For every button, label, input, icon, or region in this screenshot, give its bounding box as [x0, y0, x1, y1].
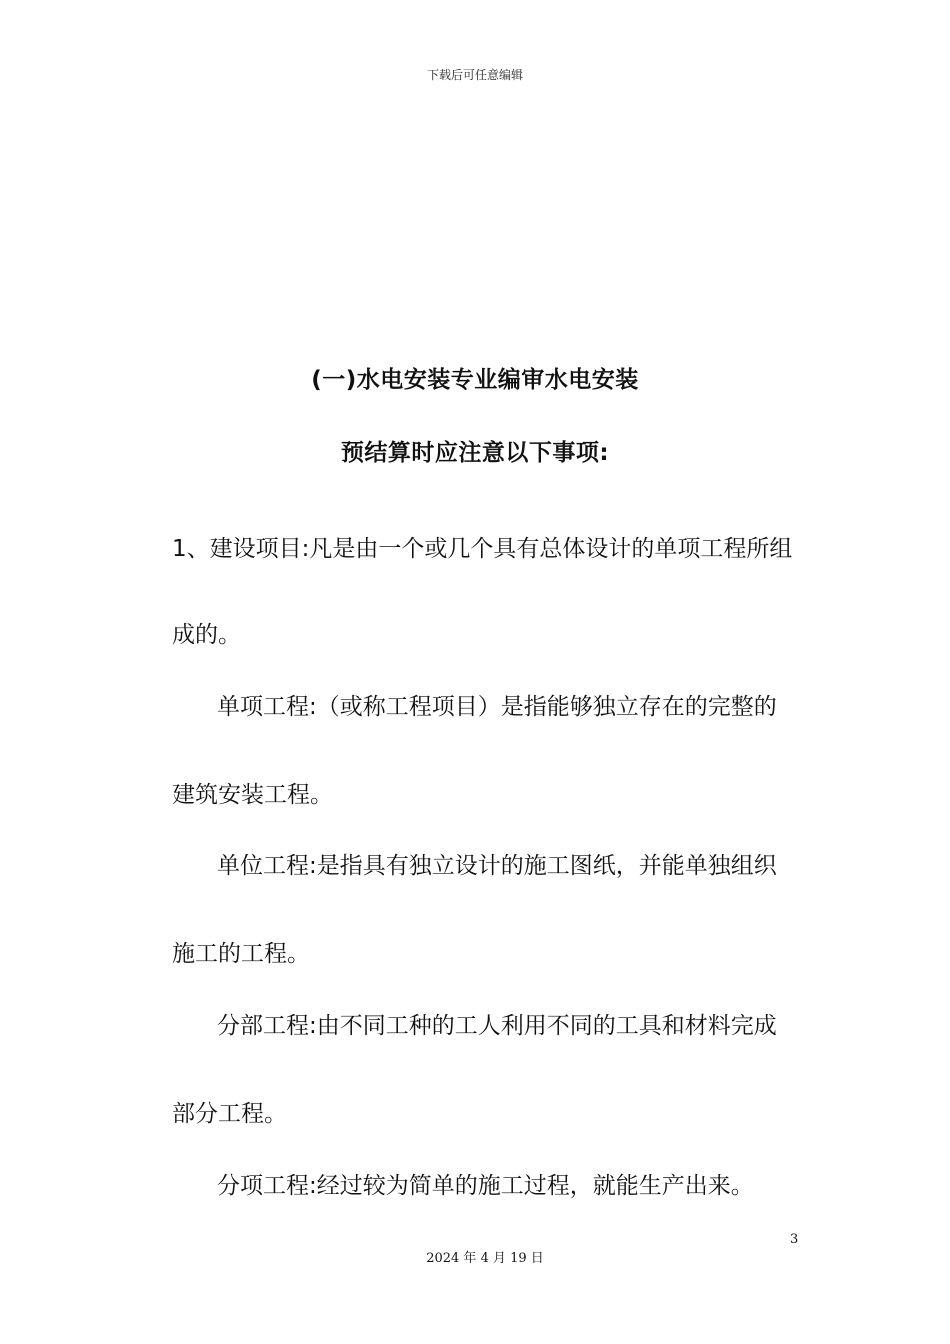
paragraph-subitem-project: 分项工程:经过较为简单的施工过程，就能生产出来。 — [217, 1173, 754, 1199]
paragraph-unit-project: 单位工程:是指具有独立设计的施工图纸，并能单独组织 — [217, 853, 777, 879]
paragraph-single-project-cont: 建筑安装工程。 — [172, 782, 333, 808]
page-header: 下载后可任意编辑 — [426, 68, 523, 82]
document-title-line-2: 预结算时应注意以下事项: — [340, 440, 610, 466]
paragraph-unit-project-cont: 施工的工程。 — [172, 941, 310, 967]
document-title-line-1: (一)水电安装专业编审水电安装 — [311, 367, 639, 393]
paragraph-division-project-cont: 部分工程。 — [172, 1101, 287, 1127]
paragraph-single-project: 单项工程:（或称工程项目）是指能够独立存在的完整的 — [217, 694, 777, 720]
page-number: 3 — [790, 1232, 799, 1247]
paragraph-division-project: 分部工程:由不同工种的工人利用不同的工具和材料完成 — [217, 1013, 777, 1039]
paragraph-construction-project: 1、建设项目:凡是由一个或几个具有总体设计的单项工程所组 — [172, 536, 793, 562]
paragraph-construction-project-cont: 成的。 — [172, 622, 241, 648]
footer-date: 2024 年 4 月 19 日 — [426, 1251, 544, 1266]
